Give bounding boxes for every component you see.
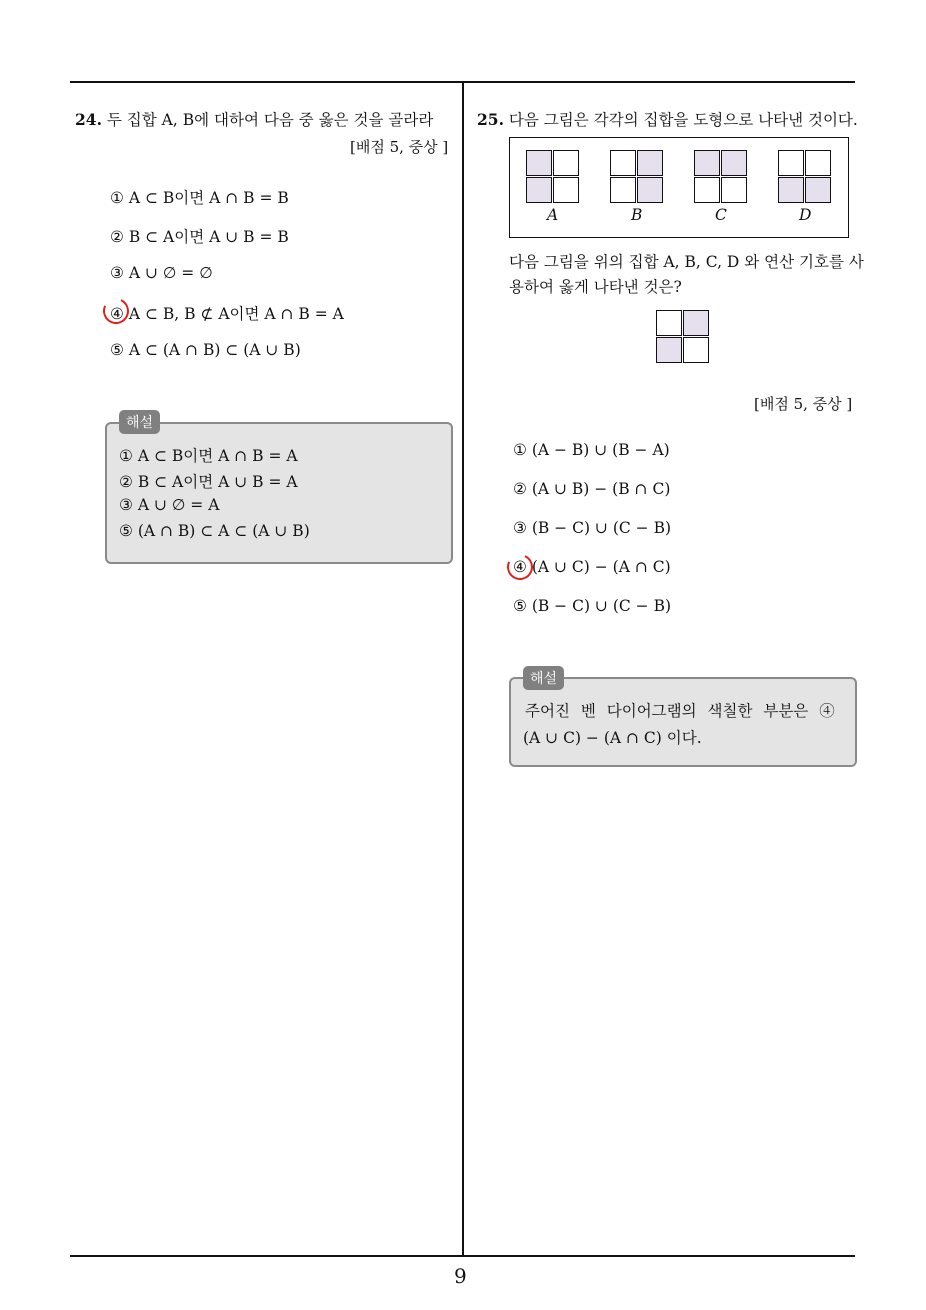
diagram-a-label: A xyxy=(547,206,559,224)
grid-cell-tl xyxy=(656,310,682,336)
diagram-a xyxy=(526,150,580,204)
column-divider xyxy=(462,81,464,1257)
grid-cell-br xyxy=(553,177,579,203)
q24-choice-1[interactable]: ① A ⊂ B이면 A ∩ B = B xyxy=(110,189,289,207)
grid-cell-tl xyxy=(694,150,720,176)
grid-cell-bl xyxy=(610,177,636,203)
q25-answer-mark xyxy=(503,550,536,583)
bottom-rule xyxy=(70,1255,855,1257)
diagram-c-label: C xyxy=(715,206,727,224)
q25-text: 다음 그림은 각각의 집합을 도형으로 나타낸 것이다. xyxy=(508,111,858,129)
q24-number: 24. xyxy=(75,110,102,129)
grid-cell-bl xyxy=(526,177,552,203)
grid-cell-tl xyxy=(778,150,804,176)
target-diagram xyxy=(656,310,710,364)
grid-cell-tl xyxy=(526,150,552,176)
q24-solution-line-2: ② B ⊂ A이면 A ∪ B = A xyxy=(119,473,298,491)
diagram-b-label: B xyxy=(631,206,643,224)
grid-cell-tr xyxy=(553,150,579,176)
q24-text: 두 집합 A, B에 대하여 다음 중 옳은 것을 골라라 xyxy=(106,111,434,129)
q25-solution-line-2: (A ∪ C) − (A ∩ C) 이다. xyxy=(523,729,702,747)
q25-choice-2[interactable]: ② (A ∪ B) − (B ∩ C) xyxy=(513,480,671,498)
q25-instruction-2: 용하여 옳게 나타낸 것은? xyxy=(509,278,682,296)
grid-cell-tl xyxy=(610,150,636,176)
q24-choice-2[interactable]: ② B ⊂ A이면 A ∪ B = B xyxy=(110,228,289,246)
grid-cell-tr xyxy=(805,150,831,176)
diagram-d-label: D xyxy=(799,206,812,224)
grid-cell-br xyxy=(721,177,747,203)
grid-cell-br xyxy=(637,177,663,203)
page-number: 9 xyxy=(454,1264,467,1288)
diagram-b xyxy=(610,150,664,204)
grid-cell-tr xyxy=(721,150,747,176)
q25-solution-line-1: 주어진 벤 다이어그램의 색칠한 부분은 ④ xyxy=(525,702,835,720)
q25-choice-3[interactable]: ③ (B − C) ∪ (C − B) xyxy=(513,519,672,537)
q25-choice-1[interactable]: ① (A − B) ∪ (B − A) xyxy=(513,441,670,459)
q24-score: [배점 5, 중상 ] xyxy=(350,138,449,156)
q25-score: [배점 5, 중상 ] xyxy=(754,395,853,413)
diagram-d xyxy=(778,150,832,204)
grid-cell-tr xyxy=(683,310,709,336)
q24-choice-3[interactable]: ③ A ∪ ∅ = ∅ xyxy=(110,264,213,282)
q24-solution-line-4: ⑤ (A ∩ B) ⊂ A ⊂ (A ∪ B) xyxy=(119,522,310,540)
q25-choice-5[interactable]: ⑤ (B − C) ∪ (C − B) xyxy=(513,597,672,615)
q24-choice-4[interactable]: ④ A ⊂ B, B ⊄ A이면 A ∩ B = A xyxy=(110,305,344,323)
q25-instruction-1: 다음 그림을 위의 집합 A, B, C, D 와 연산 기호를 사 xyxy=(509,253,864,271)
q25-title xyxy=(477,108,858,130)
grid-cell-tr xyxy=(637,150,663,176)
grid-cell-bl xyxy=(778,177,804,203)
grid-cell-br xyxy=(683,337,709,363)
grid-cell-br xyxy=(805,177,831,203)
grid-cell-bl xyxy=(694,177,720,203)
q25-number: 25. xyxy=(477,110,504,129)
q25-choice-4[interactable]: ④ (A ∪ C) − (A ∩ C) xyxy=(513,558,671,576)
diagram-c xyxy=(694,150,748,204)
q24-title xyxy=(75,108,433,130)
q24-solution-box xyxy=(105,422,453,564)
q24-solution-line-3: ③ A ∪ ∅ = A xyxy=(119,496,220,514)
q25-solution-tag: 해설 xyxy=(523,666,564,690)
q24-choice-5[interactable]: ⑤ A ⊂ (A ∩ B) ⊂ (A ∪ B) xyxy=(110,341,301,359)
q25-solution-box xyxy=(509,677,857,767)
q24-solution-line-1: ① A ⊂ B이면 A ∩ B = A xyxy=(119,447,298,465)
grid-cell-bl xyxy=(656,337,682,363)
q24-solution-tag: 해설 xyxy=(119,410,160,434)
